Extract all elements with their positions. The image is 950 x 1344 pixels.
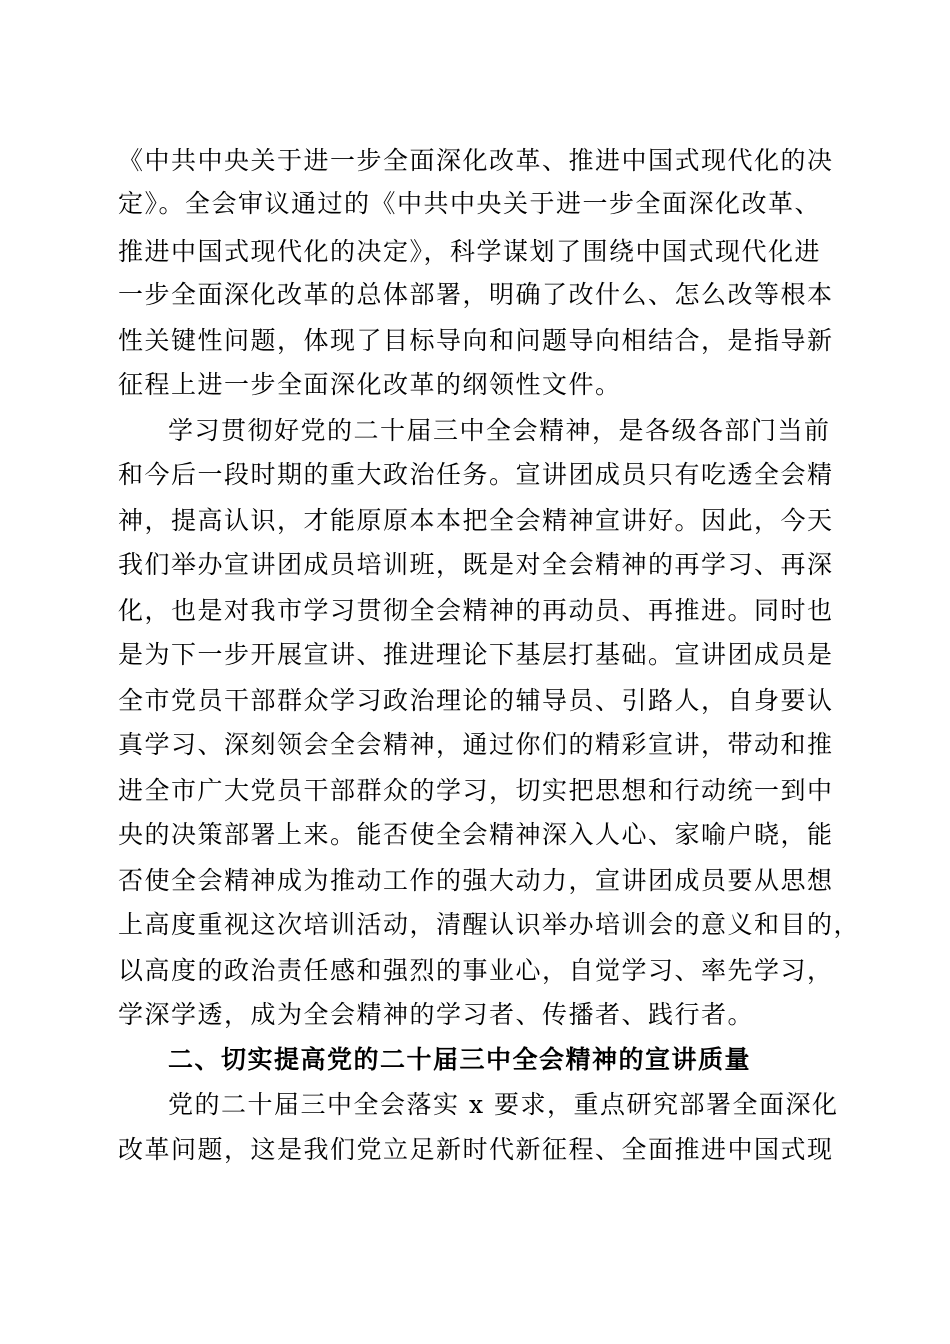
paragraph-1-line-6: 征程上进一步全面深化改革的纲领性文件。 [118,370,622,399]
paragraph-1-line-2: 定》。全会审议通过的《中共中央关于进一步全面深化改革、 [118,189,822,218]
paragraph-2-line-7: 全市党员干部群众学习政治理论的辅导员、引路人，自身要认 [118,686,834,715]
paragraph-2-line-2: 和今后一段时期的重大政治任务。宣讲团成员只有吃透全会精 [118,460,834,489]
paragraph-3-line-1: 党的二十届三中全会落实 x 要求，重点研究部署全面深化 [168,1090,839,1119]
paragraph-2-line-12: 上高度重视这次培训活动，清醒认识举办培训会的意义和目的， [118,910,861,939]
paragraph-1-line-5: 性关键性问题，体现了目标导向和问题导向相结合，是指导新 [118,326,834,355]
paragraph-1-line-1: 《中共中央关于进一步全面深化改革、推进中国式现代化的决 [118,146,834,175]
paragraph-2-line-13: 以高度的政治责任感和强烈的事业心，自觉学习、率先学习， [118,956,834,985]
paragraph-2-line-14: 学深学透，成为全会精神的学习者、传播者、践行者。 [118,1000,755,1029]
paragraph-2-line-3: 神，提高认识，才能原原本本把全会精神宣讲好。因此，今天 [118,506,834,535]
paragraph-2-line-10: 央的决策部署上来。能否使全会精神深入人心、家喻户晓，能 [118,820,834,849]
paragraph-2-line-8: 真学习、深刻领会全会精神，通过你们的精彩宣讲，带动和推 [118,730,834,759]
paragraph-2-line-6: 是为下一步开展宣讲、推进理论下基层打基础。宣讲团成员是 [118,640,834,669]
paragraph-2-line-1: 学习贯彻好党的二十届三中全会精神，是各级各部门当前 [168,416,831,445]
section-heading-2: 二、切实提高党的二十届三中全会精神的宣讲质量 [168,1045,752,1074]
paragraph-2-line-4: 我们举办宣讲团成员培训班，既是对全会精神的再学习、再深 [118,550,834,579]
paragraph-2-line-9: 进全市广大党员干部群众的学习，切实把思想和行动统一到中 [118,776,834,805]
paragraph-2-line-11: 否使全会精神成为推动工作的强大动力，宣讲团成员要从思想 [118,866,834,895]
paragraph-2-line-5: 化，也是对我市学习贯彻全会精神的再动员、再推进。同时也 [118,596,834,625]
paragraph-3-line-2: 改革问题，这是我们党立足新时代新征程、全面推进中国式现 [118,1135,834,1164]
paragraph-1-line-3: 推进中国式现代化的决定》，科学谋划了围绕中国式现代化进 [118,237,822,266]
paragraph-1-line-4: 一步全面深化改革的总体部署，明确了改什么、怎么改等根本 [118,280,834,309]
